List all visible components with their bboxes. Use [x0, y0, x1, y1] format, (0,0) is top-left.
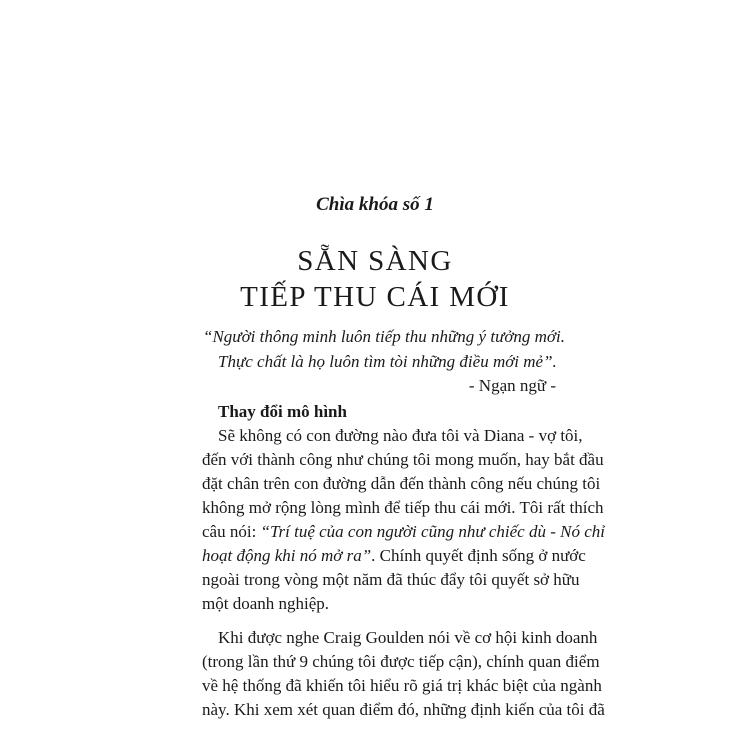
paragraph-1-line-7: ngoài trong vòng một năm đã thúc đẩy tôi quyết sở hữu: [202, 570, 580, 589]
paragraph-2-line-2: (trong lần thứ 9 chúng tôi được tiếp cận), chính quan điểm: [202, 652, 600, 671]
paragraph-1-line-8: một doanh nghiệp.: [202, 594, 330, 613]
epigraph-line-1: “Người thông minh luôn tiếp thu những ý tưởng mới.: [203, 327, 565, 346]
paragraph-1-line-2: đến với thành công như chúng tôi mong muốn, hay bắt đầu: [202, 450, 604, 469]
chapter-label: Chìa khóa số 1: [316, 194, 434, 215]
epigraph-line-2: Thực chất là họ luôn tìm tòi những điều mới mẻ”.: [218, 352, 557, 371]
quote-lead-in: câu nói:: [202, 522, 261, 541]
chapter-title-line-2: TIẾP THU CÁI MỚI: [240, 281, 510, 313]
paragraph-2-line-1: Khi được nghe Craig Goulden nói về cơ hội kinh doanh: [218, 628, 598, 647]
paragraph-2-line-4: này. Khi xem xét quan điểm đó, những định kiến của tôi đã: [202, 700, 605, 719]
paragraph-2-line-3: về hệ thống đã khiến tôi hiểu rõ giá trị khác biệt của ngành: [202, 676, 602, 695]
italic-quote-part-2: hoạt động khi nó mở ra”: [202, 546, 372, 565]
paragraph-1-line-4: không mở rộng lòng mình để tiếp thu cái mới. Tôi rất thích: [202, 498, 604, 517]
chapter-title-line-1: SẴN SÀNG: [297, 245, 453, 277]
italic-quote-part-1: “Trí tuệ của con người cũng như chiếc dù - Nó chỉ: [260, 522, 605, 541]
paragraph-1-line-3: đặt chân trên con đường dẫn đến thành công nếu chúng tôi: [202, 474, 601, 493]
quote-follow-up: . Chính quyết định sống ở nước: [371, 546, 586, 565]
section-heading: Thay đổi mô hình: [218, 402, 347, 421]
paragraph-1-line-6: [202, 544, 586, 568]
paragraph-1-line-1: Sẽ không có con đường nào đưa tôi và Diana - vợ tôi,: [218, 426, 583, 445]
epigraph-attribution: - Ngạn ngữ -: [468, 376, 556, 395]
paragraph-1-line-5: [202, 520, 605, 544]
